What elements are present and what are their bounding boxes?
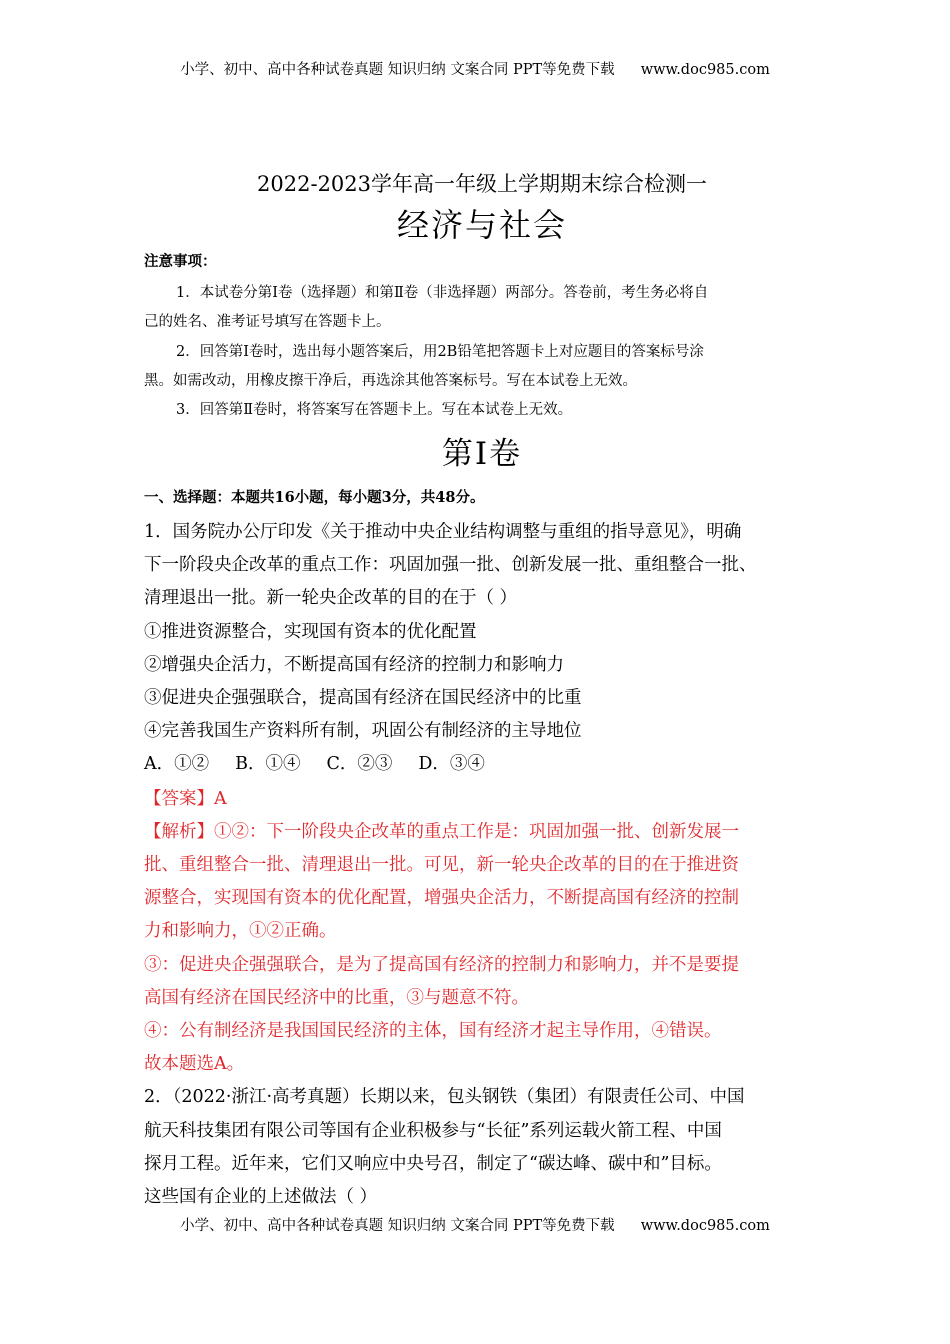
notice-line: 1．本试卷分第Ⅰ卷（选择题）和第Ⅱ卷（非选择题）两部分。答卷前，考生务必将自 xyxy=(176,285,709,301)
analysis-line: 【解析】①②：下一阶段央企改革的重点工作是：巩固加强一批、创新发展一 xyxy=(144,822,739,842)
header-site-link[interactable]: www.doc985.com xyxy=(640,62,770,78)
question-item: ①推进资源整合，实现国有资本的优化配置 xyxy=(144,622,477,642)
footer-site-link[interactable]: www.doc985.com xyxy=(640,1218,770,1234)
analysis-line: 故本题选A。 xyxy=(144,1054,245,1074)
question-stem: 这些国有企业的上述做法（ ） xyxy=(144,1187,378,1207)
question-item: ④完善我国生产资料所有制，巩固公有制经济的主导地位 xyxy=(144,721,582,741)
question-stem: 探月工程。近年来，它们又响应中央号召，制定了“碳达峰、碳中和”目标。 xyxy=(144,1154,722,1174)
option-b: B．①④ xyxy=(235,754,301,774)
answer-value: A xyxy=(214,789,227,809)
question-stem: 航天科技集团有限公司等国有企业积极参与“长征”系列运载火箭工程、中国 xyxy=(144,1121,722,1141)
volume-title: 第Ⅰ卷 xyxy=(441,436,523,472)
analysis-line: ③：促进央企强强联合，是为了提高国有经济的控制力和影响力，并不是要提 xyxy=(144,955,739,975)
question-stem: 1．国务院办公厅印发《关于推动中央企业结构调整与重组的指导意见》，明确 xyxy=(144,522,742,542)
answer-options xyxy=(144,750,824,775)
notice-line: 2．回答第Ⅰ卷时，选出每小题答案后，用2B铅笔把答题卡上对应题目的答案标号涂 xyxy=(176,344,704,360)
notice-line: 3．回答第Ⅱ卷时，将答案写在答题卡上。写在本试卷上无效。 xyxy=(176,402,573,418)
question-item: ②增强央企活力，不断提高国有经济的控制力和影响力 xyxy=(144,655,564,675)
section-heading: 一、选择题：本题共16小题，每小题3分，共48分。 xyxy=(144,489,485,506)
header-text: 小学、初中、高中各种试卷真题 知识归纳 文案合同 PPT等免费下载 xyxy=(180,62,615,78)
option-a: A．①② xyxy=(144,754,210,774)
question-stem: 清理退出一批。新一轮央企改革的目的在于（ ） xyxy=(144,588,518,608)
notice-heading: 注意事项： xyxy=(144,253,217,270)
notice-line: 己的姓名、准考证号填写在答题卡上。 xyxy=(144,314,391,330)
question-stem: 下一阶段央企改革的重点工作：巩固加强一批、创新发展一批、重组整合一批、 xyxy=(144,555,757,575)
footer-text: 小学、初中、高中各种试卷真题 知识归纳 文案合同 PPT等免费下载 xyxy=(180,1218,615,1234)
exam-subject: 经济与社会 xyxy=(396,206,567,244)
question-item: ③促进央企强强联合，提高国有经济在国民经济中的比重 xyxy=(144,688,582,708)
analysis-line: ④：公有制经济是我国国民经济的主体，国有经济才起主导作用，④错误。 xyxy=(144,1021,722,1041)
analysis-line: 源整合，实现国有资本的优化配置，增强央企活力，不断提高国有经济的控制 xyxy=(144,888,739,908)
notice-line: 黑。如需改动，用橡皮擦干净后，再选涂其他答案标号。写在本试卷上无效。 xyxy=(144,373,637,389)
analysis-line: 批、重组整合一批、清理退出一批。可见，新一轮央企改革的目的在于推进资 xyxy=(144,855,739,875)
answer-label: 【答案】 xyxy=(144,789,214,809)
analysis-line: 力和影响力，①②正确。 xyxy=(144,921,337,941)
option-c: C．②③ xyxy=(326,754,393,774)
option-d: D．③④ xyxy=(418,754,485,774)
answer-line xyxy=(144,785,824,810)
exam-title: 2022-2023学年高一年级上学期期末综合检测一 xyxy=(257,172,707,196)
page-footer xyxy=(0,1214,950,1235)
analysis-line: 高国有经济在国民经济中的比重，③与题意不符。 xyxy=(144,988,529,1008)
page-header xyxy=(0,58,950,79)
question-stem: 2．（2022·浙江·高考真题）长期以来，包头钢铁（集团）有限责任公司、中国 xyxy=(144,1087,745,1107)
